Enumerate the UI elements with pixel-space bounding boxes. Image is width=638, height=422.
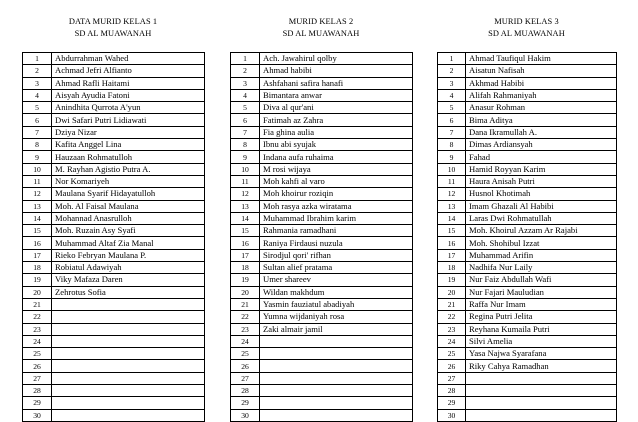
table-row — [438, 262, 617, 274]
table-row — [231, 360, 413, 372]
table-row — [231, 385, 413, 397]
table-row — [438, 102, 617, 114]
table-row — [23, 200, 205, 212]
student-name: Nur Fajari Mauludian — [466, 286, 617, 298]
student-name — [52, 385, 205, 397]
class-1-title: DATA MURID KELAS 1 — [68, 17, 158, 26]
student-name: Dimas Ardiansyah — [466, 139, 617, 151]
table-row — [23, 385, 205, 397]
row-number: 28 — [438, 385, 466, 397]
student-name — [52, 311, 205, 323]
row-number: 5 — [231, 102, 260, 114]
table-row — [23, 274, 205, 286]
table-row — [23, 102, 205, 114]
class-3-table — [437, 52, 617, 422]
row-number: 24 — [23, 335, 52, 347]
table-row — [438, 409, 617, 421]
table-row — [438, 274, 617, 286]
student-name: Fahad — [466, 151, 617, 163]
table-row — [231, 225, 413, 237]
row-number: 25 — [23, 348, 52, 360]
class-3-school: SD AL MUAWANAH — [488, 29, 565, 38]
table-row — [438, 335, 617, 347]
student-name: Bima Aditya — [466, 114, 617, 126]
student-name: Mohannad Anasrulloh — [52, 212, 205, 224]
class-2-title: MURID KELAS 2 — [288, 17, 354, 26]
row-number: 11 — [231, 175, 260, 187]
table-row — [438, 237, 617, 249]
student-name: Ashfahani safira hanafi — [260, 77, 413, 89]
row-number: 8 — [23, 139, 52, 151]
student-name: Raffa Nur Imam — [466, 298, 617, 310]
row-number: 26 — [231, 360, 260, 372]
table-row — [23, 323, 205, 335]
row-number: 4 — [23, 89, 52, 101]
row-number: 18 — [23, 262, 52, 274]
table-row — [23, 175, 205, 187]
row-number: 8 — [438, 139, 466, 151]
table-row — [231, 212, 413, 224]
table-row — [231, 335, 413, 347]
table-row — [231, 274, 413, 286]
row-number: 30 — [231, 409, 260, 421]
row-number: 4 — [438, 89, 466, 101]
student-name: Nur Faiz Abdullah Wafi — [466, 274, 617, 286]
student-name: Muhammad Altaf Zia Manal — [52, 237, 205, 249]
table-row — [231, 298, 413, 310]
student-name — [52, 360, 205, 372]
table-row — [438, 212, 617, 224]
row-number: 18 — [231, 262, 260, 274]
student-name — [52, 348, 205, 360]
student-name: Riky Cahya Ramadhan — [466, 360, 617, 372]
student-name: Fia ghina aulia — [260, 126, 413, 138]
row-number: 6 — [23, 114, 52, 126]
student-name: Fatimah az Zahra — [260, 114, 413, 126]
student-name: Sultan alief pratama — [260, 262, 413, 274]
row-number: 16 — [231, 237, 260, 249]
table-row — [438, 188, 617, 200]
student-name: Ahmad Rafli Haitami — [52, 77, 205, 89]
table-row — [231, 163, 413, 175]
student-name: Ahmad habibi — [260, 65, 413, 77]
student-name: Nor Komariyeh — [52, 175, 205, 187]
student-name — [52, 409, 205, 421]
row-number: 15 — [23, 225, 52, 237]
row-number: 29 — [231, 397, 260, 409]
row-number: 18 — [438, 262, 466, 274]
student-name: Abdurrahman Wahed — [52, 53, 205, 65]
row-number: 9 — [438, 151, 466, 163]
row-number: 19 — [231, 274, 260, 286]
row-number: 3 — [23, 77, 52, 89]
class-1-school: SD AL MUAWANAH — [74, 29, 152, 38]
student-name: Rahmania ramadhani — [260, 225, 413, 237]
table-row — [23, 126, 205, 138]
student-name — [260, 360, 413, 372]
table-row — [23, 372, 205, 384]
row-number: 6 — [231, 114, 260, 126]
student-name: Zaki almair jamil — [260, 323, 413, 335]
row-number: 14 — [23, 212, 52, 224]
row-number: 2 — [23, 65, 52, 77]
class-2-school: SD AL MUAWANAH — [282, 29, 360, 38]
table-row — [231, 188, 413, 200]
table-row — [23, 53, 205, 65]
student-name: Raniya Firdausi nuzula — [260, 237, 413, 249]
student-name: Aisyah Ayudia Fatoni — [52, 89, 205, 101]
student-name — [466, 372, 617, 384]
table-row — [231, 249, 413, 261]
row-number: 27 — [438, 372, 466, 384]
table-row — [23, 397, 205, 409]
student-name: Ibnu abi syujak — [260, 139, 413, 151]
row-number: 23 — [23, 323, 52, 335]
student-name: Bimantara anwar — [260, 89, 413, 101]
table-row — [438, 323, 617, 335]
table-row — [23, 89, 205, 101]
row-number: 6 — [438, 114, 466, 126]
student-name: M rosi wijaya — [260, 163, 413, 175]
table-row — [438, 139, 617, 151]
row-number: 16 — [23, 237, 52, 249]
row-number: 22 — [23, 311, 52, 323]
table-row — [23, 114, 205, 126]
student-name: Dana Ikramullah A. — [466, 126, 617, 138]
table-row — [438, 348, 617, 360]
student-name: Zehrotus Sofia — [52, 286, 205, 298]
student-name: Ach. Jawahirul qolby — [260, 53, 413, 65]
student-name: Moh. Shohibul Izzat — [466, 237, 617, 249]
student-name: Alifah Rahmaniyah — [466, 89, 617, 101]
student-name: Wildan makhdum — [260, 286, 413, 298]
table-row — [23, 65, 205, 77]
class-2-table — [230, 52, 413, 422]
student-name: Moh. Ruzain Asy Syafi — [52, 225, 205, 237]
table-row — [23, 188, 205, 200]
class-3-title: MURID KELAS 3 — [494, 17, 559, 26]
row-number: 5 — [23, 102, 52, 114]
row-number: 21 — [438, 298, 466, 310]
row-number: 26 — [23, 360, 52, 372]
row-number: 22 — [438, 311, 466, 323]
student-name: Nadhifa Nur Laily — [466, 262, 617, 274]
table-row — [231, 77, 413, 89]
student-name — [466, 385, 617, 397]
row-number: 30 — [23, 409, 52, 421]
student-name: Viky Mafaza Daren — [52, 274, 205, 286]
student-name: Hamid Royyan Karim — [466, 163, 617, 175]
table-row — [438, 360, 617, 372]
table-row — [23, 286, 205, 298]
student-name — [260, 348, 413, 360]
table-row — [438, 89, 617, 101]
row-number: 25 — [231, 348, 260, 360]
student-name: Ahmad Taufiqul Hakim — [466, 53, 617, 65]
student-name: Dwi Safari Putri Lidiawati — [52, 114, 205, 126]
row-number: 27 — [23, 372, 52, 384]
row-number: 7 — [231, 126, 260, 138]
table-row — [23, 249, 205, 261]
student-name: Silvi Amelia — [466, 335, 617, 347]
student-name: Hauzaan Rohmatulloh — [52, 151, 205, 163]
table-row — [438, 298, 617, 310]
table-row — [23, 212, 205, 224]
row-number: 14 — [438, 212, 466, 224]
student-name: Dziya Nizar — [52, 126, 205, 138]
row-number: 25 — [438, 348, 466, 360]
row-number: 17 — [23, 249, 52, 261]
student-name: Muhammad Ibrahim karim — [260, 212, 413, 224]
student-name: Sirodjul qori' rifhan — [260, 249, 413, 261]
row-number: 11 — [438, 175, 466, 187]
student-name: Aisatun Nafisah — [466, 65, 617, 77]
table-row — [231, 237, 413, 249]
row-number: 10 — [231, 163, 260, 175]
row-number: 3 — [231, 77, 260, 89]
table-row — [438, 151, 617, 163]
table-row — [23, 151, 205, 163]
row-number: 20 — [23, 286, 52, 298]
table-row — [231, 65, 413, 77]
table-row — [231, 311, 413, 323]
table-row — [23, 77, 205, 89]
row-number: 4 — [231, 89, 260, 101]
student-name: Achmad Jefri Alfianto — [52, 65, 205, 77]
student-name: Yasa Najwa Syarafana — [466, 348, 617, 360]
student-name — [260, 385, 413, 397]
student-name: Akhmad Habibi — [466, 77, 617, 89]
student-name: Imam Ghazali Al Habibi — [466, 200, 617, 212]
row-number: 2 — [231, 65, 260, 77]
table-row — [438, 286, 617, 298]
table-row — [438, 397, 617, 409]
table-row — [231, 89, 413, 101]
row-number: 24 — [438, 335, 466, 347]
student-name: Maulana Syarif Hidayatulloh — [52, 188, 205, 200]
row-number: 21 — [23, 298, 52, 310]
row-number: 13 — [231, 200, 260, 212]
student-name: Robiatul Adawiyah — [52, 262, 205, 274]
row-number: 15 — [438, 225, 466, 237]
row-number: 21 — [231, 298, 260, 310]
student-name: Yasmin fauziatul abadiyah — [260, 298, 413, 310]
student-name: Kafita Anggel Lina — [52, 139, 205, 151]
row-number: 27 — [231, 372, 260, 384]
student-name: M. Rayhan Agistio Putra A. — [52, 163, 205, 175]
table-row — [231, 262, 413, 274]
student-name: Muhammad Arifin — [466, 249, 617, 261]
table-row — [23, 163, 205, 175]
table-row — [231, 200, 413, 212]
table-row — [23, 409, 205, 421]
student-name: Anindhita Qurrota A'yun — [52, 102, 205, 114]
student-name — [260, 372, 413, 384]
row-number: 12 — [231, 188, 260, 200]
table-row — [231, 409, 413, 421]
row-number: 20 — [438, 286, 466, 298]
table-row — [438, 225, 617, 237]
table-row — [231, 102, 413, 114]
student-name: Umer shareev — [260, 274, 413, 286]
table-row — [438, 200, 617, 212]
table-row — [438, 249, 617, 261]
row-number: 17 — [231, 249, 260, 261]
table-row — [438, 372, 617, 384]
table-row — [438, 114, 617, 126]
student-name — [260, 397, 413, 409]
row-number: 22 — [231, 311, 260, 323]
row-number: 26 — [438, 360, 466, 372]
table-row — [23, 225, 205, 237]
student-name: Rieko Febryan Maulana P. — [52, 249, 205, 261]
row-number: 17 — [438, 249, 466, 261]
row-number: 23 — [231, 323, 260, 335]
row-number: 12 — [438, 188, 466, 200]
table-row — [23, 139, 205, 151]
row-number: 19 — [23, 274, 52, 286]
row-number: 1 — [231, 53, 260, 65]
table-row — [231, 397, 413, 409]
row-number: 13 — [23, 200, 52, 212]
table-row — [231, 372, 413, 384]
row-number: 10 — [438, 163, 466, 175]
table-row — [438, 385, 617, 397]
row-number: 30 — [438, 409, 466, 421]
table-row — [231, 175, 413, 187]
table-row — [23, 237, 205, 249]
row-number: 20 — [231, 286, 260, 298]
row-number: 9 — [231, 151, 260, 163]
student-name: Anasur Rohman — [466, 102, 617, 114]
table-row — [438, 163, 617, 175]
table-row — [438, 175, 617, 187]
table-row — [231, 126, 413, 138]
table-row — [23, 348, 205, 360]
student-name — [52, 323, 205, 335]
student-name — [52, 372, 205, 384]
table-row — [231, 323, 413, 335]
student-name: Diva al qur'ani — [260, 102, 413, 114]
row-number: 13 — [438, 200, 466, 212]
student-name — [260, 335, 413, 347]
table-row — [23, 335, 205, 347]
table-row — [23, 311, 205, 323]
student-name: Laras Dwi Rohmatullah — [466, 212, 617, 224]
row-number: 12 — [23, 188, 52, 200]
row-number: 29 — [438, 397, 466, 409]
student-name — [260, 409, 413, 421]
table-row — [438, 77, 617, 89]
table-row — [23, 360, 205, 372]
row-number: 29 — [23, 397, 52, 409]
student-name: Yumna wijdaniyah rosa — [260, 311, 413, 323]
student-name: Moh. Al Faisal Maulana — [52, 200, 205, 212]
row-number: 19 — [438, 274, 466, 286]
row-number: 3 — [438, 77, 466, 89]
student-name: Reyhana Kumaila Putri — [466, 323, 617, 335]
student-name — [466, 409, 617, 421]
student-name: Moh rasya azka wiratama — [260, 200, 413, 212]
table-row — [438, 126, 617, 138]
row-number: 28 — [23, 385, 52, 397]
student-name: Moh. Khoirul Azzam Ar Rajabi — [466, 225, 617, 237]
table-row — [438, 311, 617, 323]
table-row — [231, 114, 413, 126]
row-number: 14 — [231, 212, 260, 224]
row-number: 8 — [231, 139, 260, 151]
student-name: Moh khoirur roziqin — [260, 188, 413, 200]
row-number: 15 — [231, 225, 260, 237]
table-row — [438, 65, 617, 77]
table-row — [23, 298, 205, 310]
table-row — [231, 53, 413, 65]
row-number: 7 — [23, 126, 52, 138]
table-row — [231, 348, 413, 360]
student-name — [52, 397, 205, 409]
student-name: Husnol Khotimah — [466, 188, 617, 200]
table-row — [438, 53, 617, 65]
row-number: 11 — [23, 175, 52, 187]
row-number: 5 — [438, 102, 466, 114]
student-name — [52, 298, 205, 310]
row-number: 24 — [231, 335, 260, 347]
row-number: 23 — [438, 323, 466, 335]
table-row — [23, 262, 205, 274]
row-number: 2 — [438, 65, 466, 77]
student-name: Regina Putri Jelita — [466, 311, 617, 323]
row-number: 9 — [23, 151, 52, 163]
student-name: Haura Anisah Putri — [466, 175, 617, 187]
row-number: 16 — [438, 237, 466, 249]
row-number: 7 — [438, 126, 466, 138]
row-number: 1 — [23, 53, 52, 65]
student-name: Indana aufa ruhaima — [260, 151, 413, 163]
student-name: Moh kahfi al varo — [260, 175, 413, 187]
row-number: 1 — [438, 53, 466, 65]
class-1-table — [22, 52, 205, 422]
row-number: 10 — [23, 163, 52, 175]
table-row — [231, 151, 413, 163]
table-row — [231, 286, 413, 298]
row-number: 28 — [231, 385, 260, 397]
student-name — [466, 397, 617, 409]
student-name — [52, 335, 205, 347]
table-row — [231, 139, 413, 151]
